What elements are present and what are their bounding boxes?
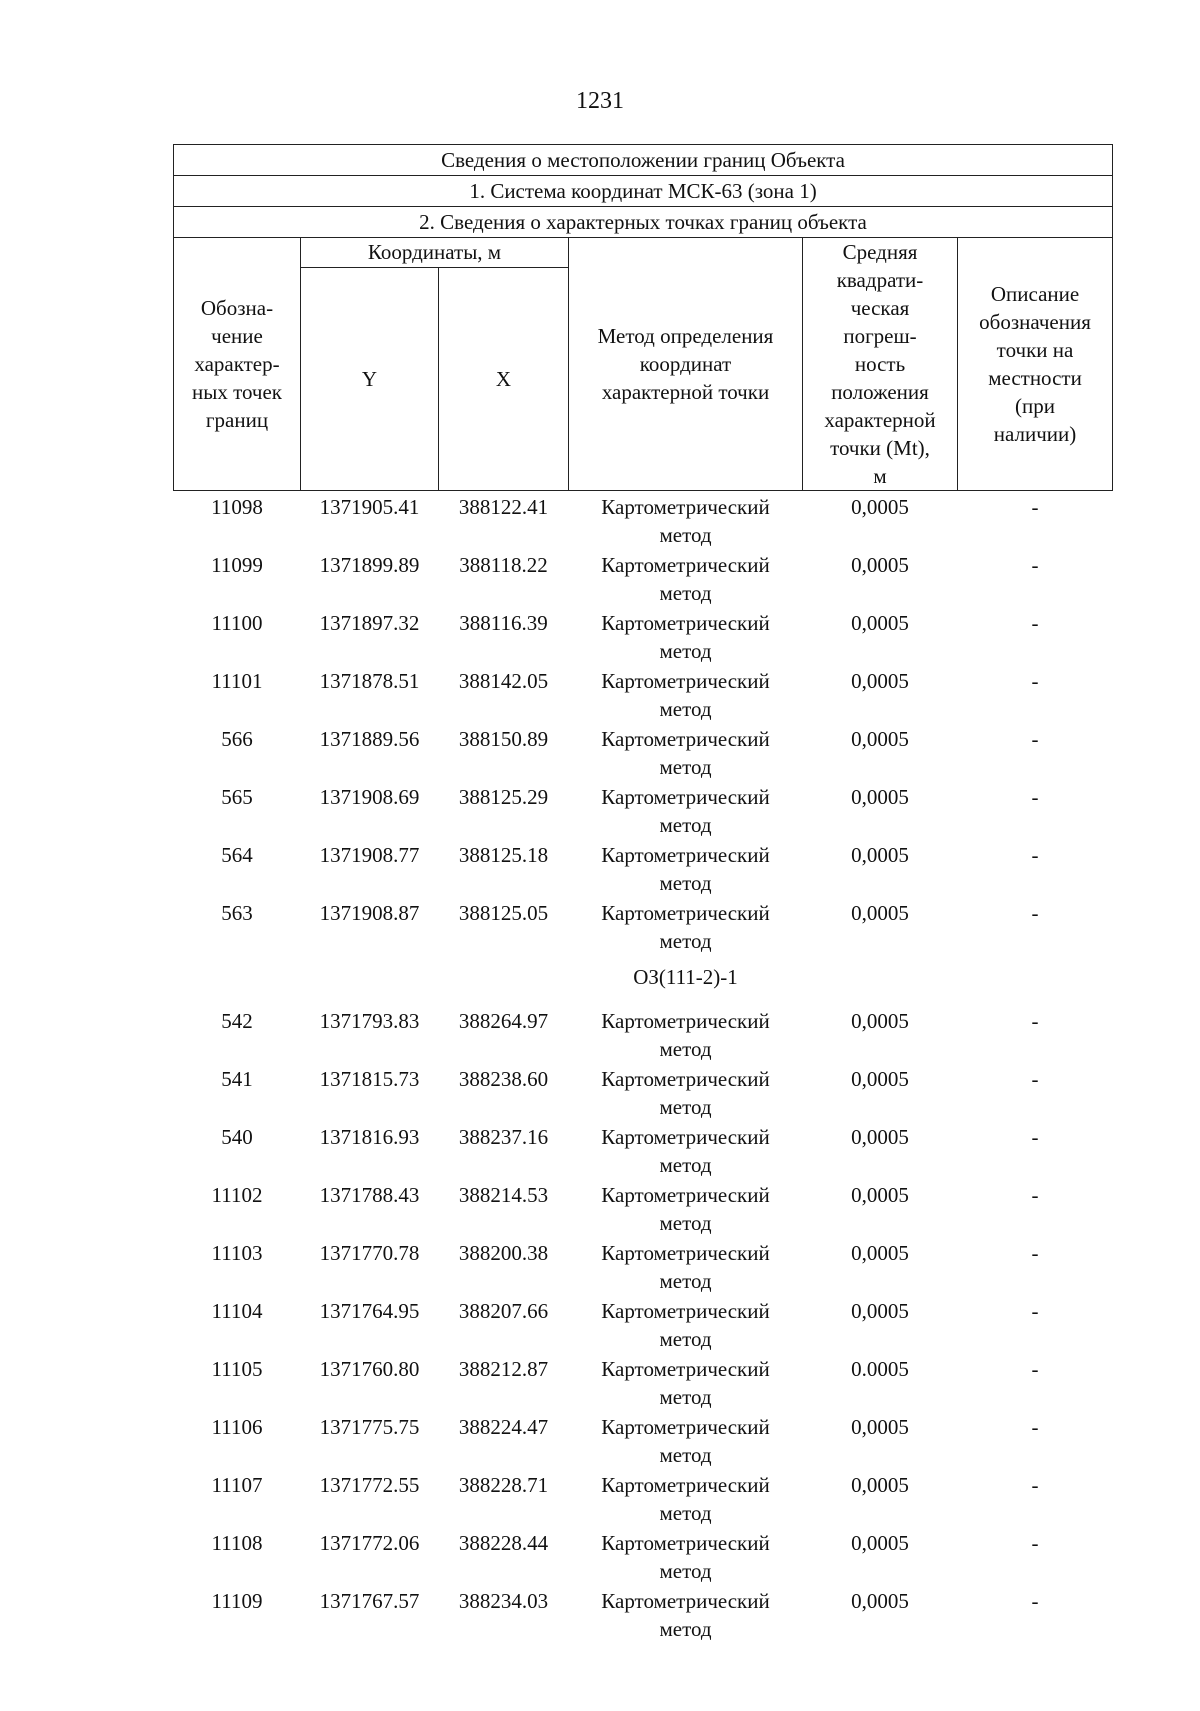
error-value: 0,0005 <box>851 727 909 751</box>
point-id: 11102 <box>211 1183 263 1207</box>
method-line-1: Картометрический <box>601 785 770 809</box>
coord-x: 388125.05 <box>458 901 549 925</box>
empty-cell <box>301 955 439 1005</box>
method <box>569 1237 803 1295</box>
coord-x: 388212.87 <box>458 1357 549 1381</box>
empty-cell <box>174 955 301 1005</box>
description: - <box>1031 1531 1039 1555</box>
method-line-2: метод <box>659 523 712 547</box>
method-line-2: метод <box>659 697 712 721</box>
description: - <box>1031 669 1039 693</box>
empty-cell <box>958 955 1113 1005</box>
coord-y: 1371908.87 <box>319 901 420 925</box>
method <box>569 1469 803 1527</box>
method-line-1: Картометрический <box>601 1125 770 1149</box>
method-line-2: метод <box>659 1501 712 1525</box>
method <box>569 1353 803 1411</box>
error-value: 0,0005 <box>851 1067 909 1091</box>
table-title: Сведения о местоположении границ Объекта <box>174 145 1113 176</box>
table-row <box>174 1469 1113 1527</box>
coord-x: 388118.22 <box>459 553 548 577</box>
coord-y: 1371897.32 <box>319 611 420 635</box>
coord-y: 1371816.93 <box>319 1125 420 1149</box>
table-row <box>174 1353 1113 1411</box>
description: - <box>1031 1473 1039 1497</box>
error-value: 0,0005 <box>851 495 909 519</box>
coordinate-system: 1. Система координат МСК-63 (зона 1) <box>174 176 1113 207</box>
table-row <box>174 1063 1113 1121</box>
coord-x: 388224.47 <box>458 1415 549 1439</box>
table-row <box>174 1005 1113 1063</box>
empty-cell <box>803 955 958 1005</box>
point-id: 11107 <box>211 1473 263 1497</box>
error-value: 0,0005 <box>851 611 909 635</box>
coord-x: 388150.89 <box>458 727 549 751</box>
method-line-1: Картометрический <box>601 611 770 635</box>
description: - <box>1031 1415 1039 1439</box>
coord-y: 1371889.56 <box>319 727 420 751</box>
page-number: 1231 <box>576 88 624 114</box>
coord-x: 388237.16 <box>458 1125 549 1149</box>
method-line-2: метод <box>659 1385 712 1409</box>
method-line-1: Картометрический <box>601 1241 770 1265</box>
col-header-y: Y <box>301 267 439 490</box>
description: - <box>1031 1299 1039 1323</box>
point-id: 540 <box>221 1125 253 1149</box>
method <box>569 1295 803 1353</box>
error-value: 0,0005 <box>851 1009 909 1033</box>
coord-y: 1371772.06 <box>319 1531 420 1555</box>
description: - <box>1031 843 1039 867</box>
table-row <box>174 839 1113 897</box>
coord-y: 1371775.75 <box>319 1415 420 1439</box>
table-row <box>174 1179 1113 1237</box>
method-line-1: Картометрический <box>601 1473 770 1497</box>
method-line-1: Картометрический <box>601 1009 770 1033</box>
point-id: 11098 <box>211 495 263 519</box>
method-line-2: метод <box>659 929 712 953</box>
point-id: 11109 <box>211 1589 263 1613</box>
error-value: 0,0005 <box>851 1415 909 1439</box>
coord-x: 388125.29 <box>458 785 549 809</box>
error-value: 0,0005 <box>851 1473 909 1497</box>
method-line-2: метод <box>659 813 712 837</box>
table-row <box>174 1237 1113 1295</box>
method <box>569 1527 803 1585</box>
method-line-1: Картометрический <box>601 1415 770 1439</box>
table-row <box>174 1121 1113 1179</box>
table-row <box>174 1295 1113 1353</box>
table-subtitle: 2. Сведения о характерных точках границ объекта <box>174 207 1113 238</box>
method-line-2: метод <box>659 1559 712 1583</box>
point-id: 542 <box>221 1009 253 1033</box>
point-id: 11100 <box>211 611 263 635</box>
method <box>569 1063 803 1121</box>
error-value: 0,0005 <box>851 1589 909 1613</box>
col-header-coordinates: Координаты, м <box>301 238 569 268</box>
coord-x: 388228.44 <box>458 1531 549 1555</box>
table-row <box>174 781 1113 839</box>
coord-y: 1371767.57 <box>319 1589 420 1613</box>
table-row <box>174 665 1113 723</box>
description: - <box>1031 1009 1039 1033</box>
error-value: 0,0005 <box>851 669 909 693</box>
coord-x: 388125.18 <box>458 843 549 867</box>
method <box>569 607 803 665</box>
col-header-method: Метод определения координат характерной точки <box>569 238 803 491</box>
method <box>569 1121 803 1179</box>
description: - <box>1031 1125 1039 1149</box>
method <box>569 665 803 723</box>
error-value: 0,0005 <box>851 1241 909 1265</box>
point-id: 564 <box>221 843 253 867</box>
method <box>569 491 803 550</box>
method-line-1: Картометрический <box>601 1531 770 1555</box>
method-line-2: метод <box>659 1617 712 1641</box>
table-row <box>174 1411 1113 1469</box>
table-header <box>174 145 1113 491</box>
description: - <box>1031 727 1039 751</box>
coord-x: 388214.53 <box>458 1183 549 1207</box>
method <box>569 839 803 897</box>
coord-y: 1371772.55 <box>319 1473 420 1497</box>
method-line-1: Картометрический <box>601 843 770 867</box>
coord-x: 388142.05 <box>458 669 549 693</box>
method-line-1: Картометрический <box>601 1067 770 1091</box>
method-line-1: Картометрический <box>601 727 770 751</box>
method-line-1: Картометрический <box>601 901 770 925</box>
error-value: 0,0005 <box>851 901 909 925</box>
coord-x: 388207.66 <box>458 1299 549 1323</box>
table-row <box>174 607 1113 665</box>
error-value: 0,0005 <box>851 843 909 867</box>
col-header-description: Описание обозначения точки на местности (при наличии) <box>958 238 1113 491</box>
coord-y: 1371878.51 <box>319 669 420 693</box>
method <box>569 781 803 839</box>
method-line-2: метод <box>659 639 712 663</box>
method-line-1: Картометрический <box>601 495 770 519</box>
method-line-2: метод <box>659 1443 712 1467</box>
table-row <box>174 491 1113 550</box>
coord-y: 1371760.80 <box>319 1357 420 1381</box>
method-line-1: Картометрический <box>601 669 770 693</box>
point-id: 11099 <box>211 553 263 577</box>
error-value: 0,0005 <box>851 1299 909 1323</box>
point-id: 11105 <box>211 1357 263 1381</box>
description: - <box>1031 785 1039 809</box>
coord-y: 1371905.41 <box>319 495 420 519</box>
coord-y: 1371908.69 <box>319 785 420 809</box>
description: - <box>1031 553 1039 577</box>
method-line-2: метод <box>659 1037 712 1061</box>
error-value: 0,0005 <box>851 1531 909 1555</box>
coord-x: 388200.38 <box>458 1241 549 1265</box>
description: - <box>1031 1183 1039 1207</box>
coord-x: 388122.41 <box>458 495 549 519</box>
coord-y: 1371908.77 <box>319 843 420 867</box>
description: - <box>1031 1241 1039 1265</box>
method-line-2: метод <box>659 1153 712 1177</box>
coord-y: 1371899.89 <box>319 553 420 577</box>
method-line-2: метод <box>659 581 712 605</box>
method <box>569 1411 803 1469</box>
coord-x: 388238.60 <box>458 1067 549 1091</box>
method <box>569 1585 803 1643</box>
table-row <box>174 549 1113 607</box>
point-id: 541 <box>221 1067 253 1091</box>
error-value: 0,0005 <box>851 1125 909 1149</box>
method-line-1: Картометрический <box>601 1589 770 1613</box>
description: - <box>1031 495 1039 519</box>
table-body <box>174 491 1113 1644</box>
description: - <box>1031 901 1039 925</box>
coord-x: 388228.71 <box>458 1473 549 1497</box>
description: - <box>1031 611 1039 635</box>
method-line-1: Картометрический <box>601 1299 770 1323</box>
method-line-1: Картометрический <box>601 553 770 577</box>
coord-y: 1371793.83 <box>319 1009 420 1033</box>
coord-x: 388116.39 <box>459 611 548 635</box>
method <box>569 1179 803 1237</box>
point-id: 565 <box>221 785 253 809</box>
col-header-x: X <box>439 267 569 490</box>
method <box>569 897 803 955</box>
col-header-error: Средняя квадрати- ческая погреш- ность положения характерной точки (Mt), м <box>803 238 958 491</box>
coord-y: 1371788.43 <box>319 1183 420 1207</box>
error-value: 0.0005 <box>851 1357 909 1381</box>
coord-x: 388234.03 <box>458 1589 549 1613</box>
method-line-1: Картометрический <box>601 1357 770 1381</box>
point-id: 563 <box>221 901 253 925</box>
description: - <box>1031 1589 1039 1613</box>
boundary-points-table <box>173 144 1113 1643</box>
coord-y: 1371770.78 <box>319 1241 420 1265</box>
empty-cell <box>439 955 569 1005</box>
table-row <box>174 723 1113 781</box>
error-value: 0,0005 <box>851 553 909 577</box>
method <box>569 1005 803 1063</box>
coord-y: 1371815.73 <box>319 1067 420 1091</box>
method-line-2: метод <box>659 1269 712 1293</box>
section-label: ОЗ(111-2)-1 <box>633 965 738 989</box>
method-line-2: метод <box>659 1211 712 1235</box>
method-line-2: метод <box>659 1327 712 1351</box>
point-id: 11104 <box>211 1299 263 1323</box>
point-id: 11108 <box>211 1531 263 1555</box>
point-id: 566 <box>221 727 253 751</box>
point-id: 11101 <box>211 669 263 693</box>
point-id: 11103 <box>211 1241 263 1265</box>
table-row <box>174 897 1113 955</box>
error-value: 0,0005 <box>851 1183 909 1207</box>
method-line-2: метод <box>659 1095 712 1119</box>
coord-x: 388264.97 <box>458 1009 549 1033</box>
method <box>569 723 803 781</box>
method <box>569 549 803 607</box>
section-row <box>174 955 1113 1005</box>
error-value: 0,0005 <box>851 785 909 809</box>
description: - <box>1031 1357 1039 1381</box>
method-line-2: метод <box>659 755 712 779</box>
point-id: 11106 <box>211 1415 263 1439</box>
coord-y: 1371764.95 <box>319 1299 420 1323</box>
col-header-point: Обозна- чение характер- ных точек границ <box>174 238 301 491</box>
method-line-2: метод <box>659 871 712 895</box>
description: - <box>1031 1067 1039 1091</box>
table-row <box>174 1527 1113 1585</box>
table-row <box>174 1585 1113 1643</box>
method-line-1: Картометрический <box>601 1183 770 1207</box>
